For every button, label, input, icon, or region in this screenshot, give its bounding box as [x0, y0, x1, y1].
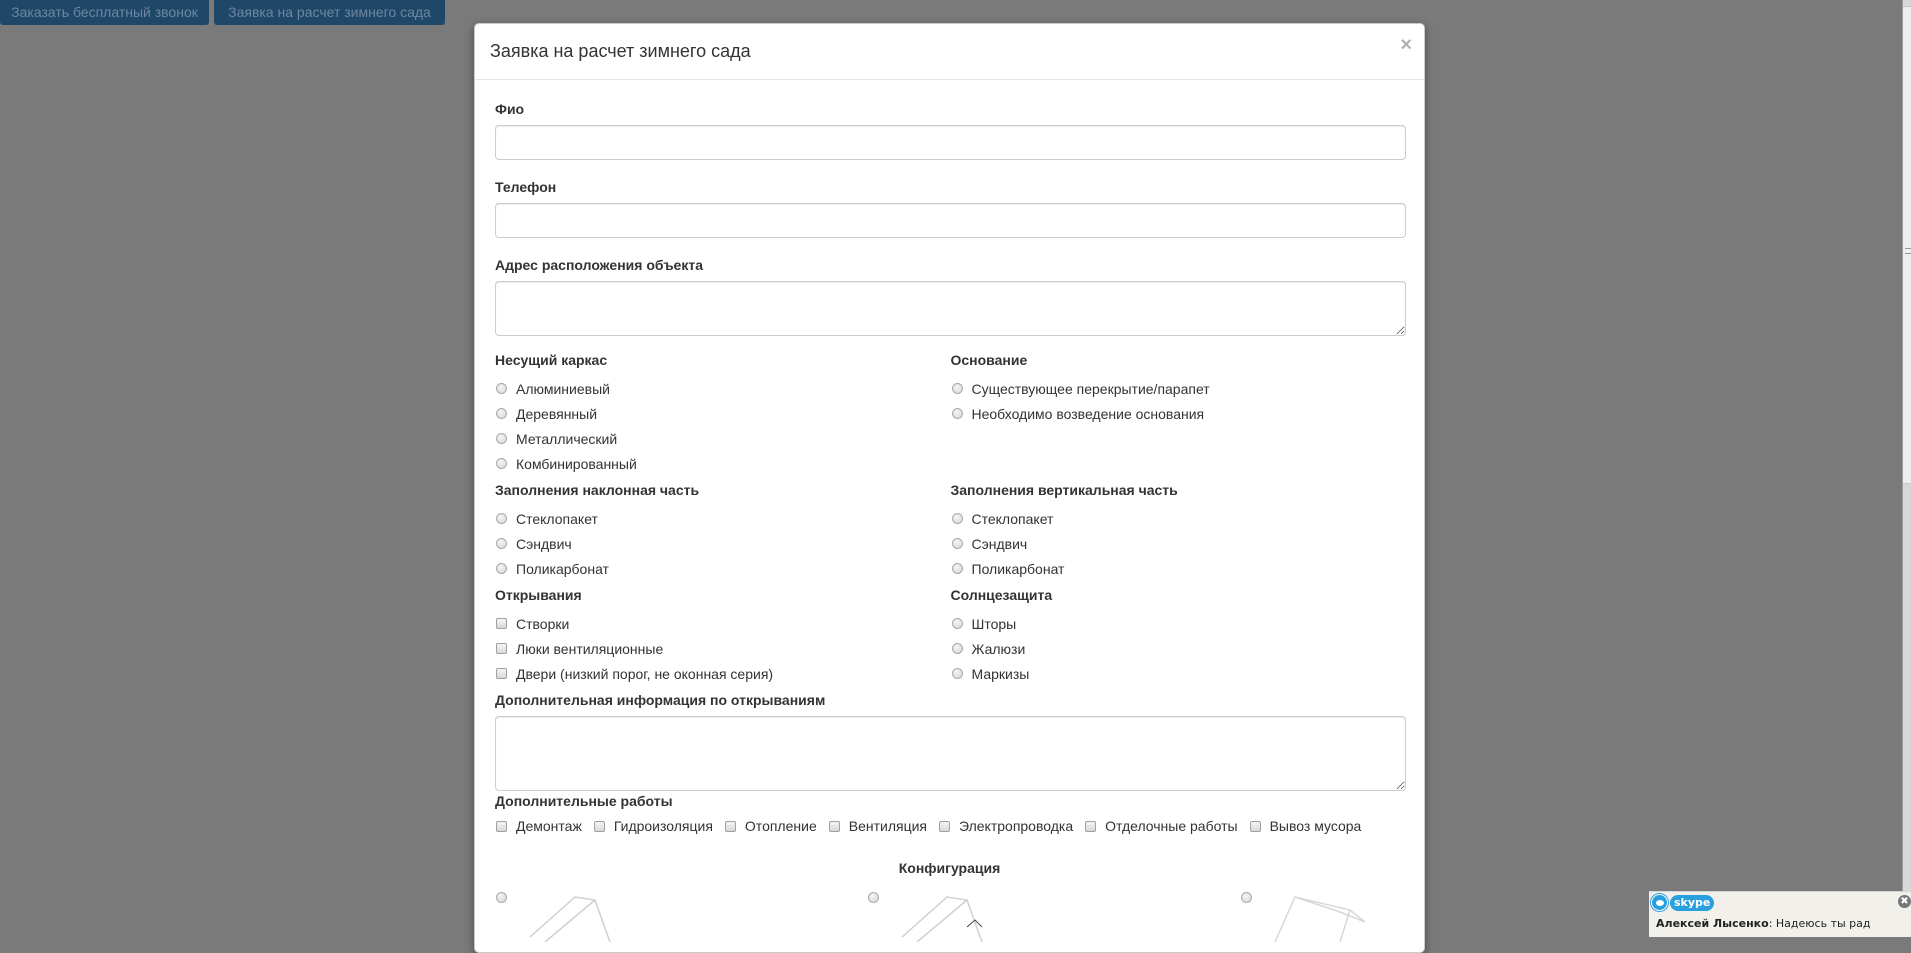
frame-option[interactable]: [495, 426, 951, 451]
modal-header: [475, 24, 1424, 80]
radio-button[interactable]: [952, 618, 963, 629]
option-label: Поликарбонат: [971, 560, 1065, 577]
openings-group: [495, 586, 951, 686]
checkbox[interactable]: [1250, 821, 1261, 832]
extra-work-option[interactable]: [593, 814, 713, 839]
radio-button[interactable]: [496, 458, 507, 469]
radio-button[interactable]: [952, 408, 963, 419]
configuration-lean-to-image: [520, 892, 630, 942]
option-label: Люки вентиляционные: [516, 640, 664, 657]
option-label: Алюминиевый: [516, 380, 610, 397]
skype-bubble-icon: [1651, 894, 1668, 911]
extra-work-option[interactable]: [724, 814, 817, 839]
skype-message-text: : Надеюсь ты рад: [1768, 917, 1871, 930]
radio-button[interactable]: [496, 892, 507, 903]
address-label: Адрес расположения объекта: [495, 257, 703, 273]
phone-label: Телефон: [495, 179, 557, 195]
close-icon[interactable]: ✖: [1898, 895, 1911, 908]
option-label: Отделочные работы: [1105, 818, 1238, 834]
option-label: Демонтаж: [516, 818, 582, 834]
sun-protection-label: Солнцезащита: [950, 587, 1053, 603]
option-label: Металлический: [516, 430, 618, 447]
name-label: Фио: [495, 101, 525, 117]
extra-work-option[interactable]: [1084, 814, 1237, 839]
configuration-option-3[interactable]: [1240, 892, 1375, 942]
openings-option[interactable]: [495, 611, 951, 636]
checkbox[interactable]: [1085, 821, 1096, 832]
frame-label: Несущий каркас: [495, 352, 608, 368]
option-label: Стеклопакет: [971, 510, 1054, 527]
configuration-title: Конфигурация: [898, 860, 1001, 876]
frame-option[interactable]: [495, 401, 951, 426]
radio-button[interactable]: [952, 383, 963, 394]
fill-vertical-option[interactable]: [951, 531, 1407, 556]
scrollbar-grip-icon: [1905, 248, 1911, 254]
option-label: Деревянный: [516, 405, 598, 422]
skype-sender: Алексей Лысенко: [1656, 917, 1769, 930]
option-label: Сэндвич: [971, 535, 1028, 552]
openings-option[interactable]: [495, 636, 951, 661]
option-label: Вывоз мусора: [1269, 818, 1362, 834]
frame-base-row: [495, 351, 1406, 476]
option-label: Существующее перекрытие/парапет: [971, 380, 1210, 397]
option-label: Поликарбонат: [516, 560, 609, 577]
configuration-option-1[interactable]: [495, 892, 630, 942]
radio-button[interactable]: [496, 538, 507, 549]
radio-button[interactable]: [952, 538, 963, 549]
skype-wordmark: skype: [1670, 895, 1714, 911]
radio-button[interactable]: [496, 513, 507, 524]
openings-label: Открывания: [495, 587, 582, 603]
radio-button[interactable]: [952, 643, 963, 654]
scrollbar-thumb[interactable]: [1903, 6, 1911, 484]
option-label: Жалюзи: [971, 640, 1026, 657]
fill-inclined-option[interactable]: [495, 506, 951, 531]
configuration-options: [495, 892, 1404, 952]
checkbox[interactable]: [496, 618, 507, 629]
radio-button[interactable]: [952, 513, 963, 524]
checkbox[interactable]: [496, 668, 507, 679]
radio-button[interactable]: [952, 563, 963, 574]
extra-work-option[interactable]: [1249, 814, 1362, 839]
checkbox[interactable]: [594, 821, 605, 832]
option-label: Гидроизоляция: [613, 818, 713, 834]
radio-button[interactable]: [868, 892, 879, 903]
extra-work-option[interactable]: [938, 814, 1073, 839]
sun-protection-option[interactable]: [951, 611, 1407, 636]
option-label: Комбинированный: [516, 455, 637, 472]
extra-work-option[interactable]: [828, 814, 927, 839]
openings-sun-row: [495, 586, 1406, 686]
option-label: Сэндвич: [516, 535, 572, 552]
phone-input[interactable]: [495, 203, 1406, 238]
checkbox[interactable]: [829, 821, 840, 832]
name-input[interactable]: [495, 125, 1406, 160]
fill-row: [495, 481, 1406, 581]
frame-option[interactable]: [495, 451, 951, 476]
extra-works-label: Дополнительные работы: [495, 793, 673, 809]
skype-message: [1656, 917, 1871, 930]
option-label: Вентиляция: [848, 818, 927, 834]
radio-button[interactable]: [952, 668, 963, 679]
openings-info-textarea[interactable]: [495, 716, 1406, 791]
garden-request-button[interactable]: Заявка на расчет зимнего сада: [214, 0, 445, 25]
option-label: Шторы: [971, 615, 1017, 632]
extra-works-options: [495, 813, 1404, 839]
address-textarea[interactable]: [495, 281, 1406, 336]
checkbox[interactable]: [725, 821, 736, 832]
fill-inclined-option[interactable]: [495, 531, 951, 556]
configuration-corner-image: [892, 892, 1002, 942]
modal-body: [475, 80, 1424, 952]
option-label: Стеклопакет: [516, 510, 598, 527]
base-option[interactable]: [951, 401, 1407, 426]
extra-work-option[interactable]: [495, 814, 582, 839]
base-label: Основание: [950, 352, 1028, 368]
sun-protection-group: [951, 586, 1407, 686]
fill-vertical-group: [951, 481, 1407, 581]
skype-logo: [1651, 894, 1714, 911]
fill-inclined-group: [495, 481, 951, 581]
close-icon[interactable]: ×: [1400, 34, 1412, 56]
sun-protection-option[interactable]: [951, 636, 1407, 661]
option-label: Отопление: [744, 818, 817, 834]
openings-info-label: Дополнительная информация по открываниям: [495, 692, 826, 708]
sun-protection-option[interactable]: [951, 661, 1407, 686]
radio-button[interactable]: [496, 433, 507, 444]
openings-option[interactable]: [495, 661, 951, 686]
option-label: Необходимо возведение основания: [971, 405, 1205, 422]
option-label: Электропроводка: [959, 818, 1074, 834]
option-label: Маркизы: [971, 665, 1030, 682]
modal-title: Заявка на расчет зимнего сада: [490, 41, 751, 61]
checkbox[interactable]: [496, 821, 507, 832]
fill-inclined-label: Заполнения наклонная часть: [495, 482, 700, 498]
checkbox[interactable]: [939, 821, 950, 832]
frame-option[interactable]: [495, 376, 951, 401]
base-option[interactable]: [951, 376, 1407, 401]
fill-vertical-label: Заполнения вертикальная часть: [950, 482, 1178, 498]
option-label: Створки: [516, 615, 570, 632]
page-scrollbar[interactable]: [1902, 0, 1911, 937]
frame-group: [495, 351, 951, 476]
configuration-box-image: [1265, 892, 1375, 942]
radio-button[interactable]: [496, 408, 507, 419]
skype-chat-notification[interactable]: [1649, 891, 1911, 937]
radio-button[interactable]: [1241, 892, 1252, 903]
radio-button[interactable]: [496, 563, 507, 574]
checkbox[interactable]: [496, 643, 507, 654]
fill-inclined-option[interactable]: [495, 556, 951, 581]
garden-request-modal: [474, 23, 1425, 953]
free-call-button[interactable]: Заказать бесплатный звонок: [0, 0, 209, 25]
fill-vertical-option[interactable]: [951, 506, 1407, 531]
fill-vertical-option[interactable]: [951, 556, 1407, 581]
radio-button[interactable]: [496, 383, 507, 394]
configuration-option-2[interactable]: [867, 892, 1002, 942]
base-group: [951, 351, 1407, 476]
option-label: Двери (низкий порог, не оконная серия): [516, 665, 774, 682]
